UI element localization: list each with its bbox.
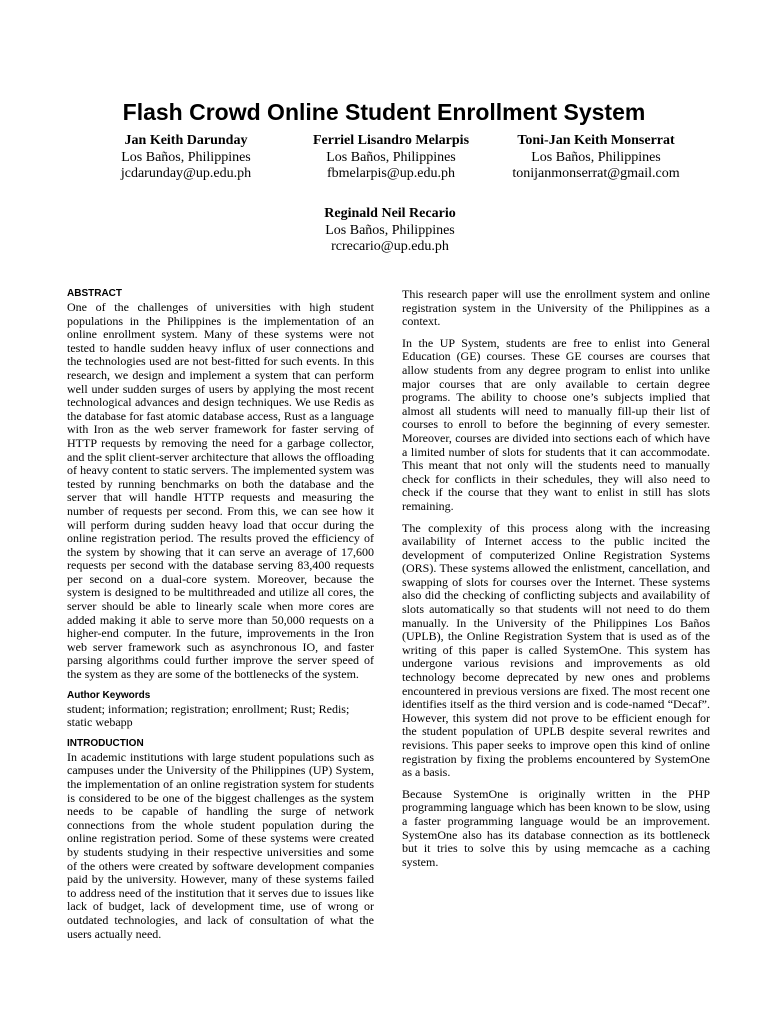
introduction-paragraph: Because SystemOne is originally written in the PHP programming language which has been known to be slow, using a faster programming language would be an improvement. SystemOne also has its database connection as its bottleneck but it tries to solve this by using memcache as a caching system. [402,786,710,869]
right-column [402,288,710,877]
author-email: rcrecario@up.edu.ph [331,239,449,254]
author-affiliation: Los Baños, Philippines [326,149,456,165]
author-email: tonijanmonserrat@gmail.com [512,166,680,181]
introduction-heading: INTRODUCTION [67,737,144,749]
author-email: fbmelarpis@up.edu.ph [327,166,455,181]
keywords-text: student; information; registration; enrollment; Rust; Redis; static webapp [67,701,350,730]
keywords-section [67,690,374,730]
abstract-heading: ABSTRACT [67,288,122,299]
keywords-heading: Author Keywords [67,689,151,701]
author-affiliation: Los Baños, Philippines [531,149,661,165]
author-block [290,206,490,256]
author-block [496,133,696,183]
left-column [67,288,374,949]
introduction-section [67,738,374,941]
author-affiliation: Los Baños, Philippines [325,222,455,238]
introduction-paragraph: This research paper will use the enrollment system and online registration system in the University of the Philippines as a context. [402,287,710,329]
author-affiliation: Los Baños, Philippines [121,149,251,165]
author-block [104,133,268,183]
author-block [296,133,486,183]
author-name: Jan Keith Darunday [124,133,248,148]
introduction-paragraph: The complexity of this process along with the increasing availability of Internet access to the public incited the development of computerized Online Registration Systems (ORS). These systems allowed the enlistment, cancellation, and swapping of slots for courses over the Internet. These systems also did the checking of conflicting subjects and availability of slots automatically so that students will not need to do them manually. In the University of the Philippines Los Baños (UPLB), the Online Registration System that is used as of the writing of this paper is called SystemOne. This system has undergone various revisions and improvements as old technology become deprecated by new ones and problems encountered in previous versions are fixed. The most recent one identifies itself as the third version and is code-named “Decaf”. However, this system did not prove to be efficient enough for the student population of UPLB despite several rewrites and revisions. This paper seeks to improve open this kind of online registration by fixing the problems encountered by SystemOne as a basis. [402,520,710,780]
author-name: Toni-Jan Keith Monserrat [517,133,675,148]
paper-title: Flash Crowd Online Student Enrollment System [122,99,646,125]
abstract-text: One of the challenges of universities with high student populations in the Philippines is the implementation of an online enrollment system. Many of these systems were not tested to handle sudden heavy influx of user connections and the technologies used are not best-fitted for such events. In this research, we design and implement a system that can perform well under sudden surges of users by applying the most recent technological advances and design techniques. We use Redis as the database for fast atomic database access, Rust as a language with Iron as the web server framework for faster serving of HTTP requests by removing the need for a garbage collector, and the split client-server architecture that allows the offloading of heavy content to static servers. The implemented system was tested by running benchmarks on both the database and the server that will handle HTTP requests and measuring the number of requests per second. From this, we can see how it will perform during sudden heavy load that occur during the online registration period. The results proved the efficiency of the system by showing that it can serve an average of 17,600 requests per second with the database serving 83,400 requests per second on a dual-core system. Moreover, because the system is designed to be multithreaded and utilize all cores, the server should be able to linearly scale when more cores are added making it able to serve more than 50,000 requests on a higher-end computer. In the future, improvements in the Iron web server framework such as asynchronous IO, and faster parsing algorithms could further improve the server speed of the system as they are some of the bottlenecks of the system. [67,300,375,682]
introduction-paragraph: In academic institutions with large student populations such as campuses under the University of the Philippines (UP) System, the implementation of an online registration system for students is considered to be one of the biggest challenges as the system needs to be capable of handling the surge of network connections from the whole student population during the online registration period. Some of these systems were created by students studying in their respective universities and some of the others were created by software development companies paid by the university. However, many of these systems failed to address need of the institution that it serves due to issues like lack of budget, lack of development time, use of wrong or outdated technologies, and lack of consultation of what the users actually need. [67,749,374,941]
author-name: Reginald Neil Recario [324,206,456,221]
abstract-section [67,288,374,682]
author-email: jcdarunday@up.edu.ph [120,166,252,181]
author-name: Ferriel Lisandro Melarpis [312,133,470,148]
introduction-paragraph: In the UP System, students are free to enlist into General Education (GE) courses. These GE courses are courses that allow students from any degree program to enlist into unlike major courses that are only available to certain degree programs. The ability to choose one’s subjects implied that almost all students will need to manually fill-up their list of courses to enroll to before the beginning of every semester. Moreover, courses are divided into sections each of which have a limited number of slots for students that it can accommodate. This meant that not only will the students need to manually check for conflicts in their schedules, they will also need to check if the course that they want to enlist in still has slots remaining. [402,335,710,513]
